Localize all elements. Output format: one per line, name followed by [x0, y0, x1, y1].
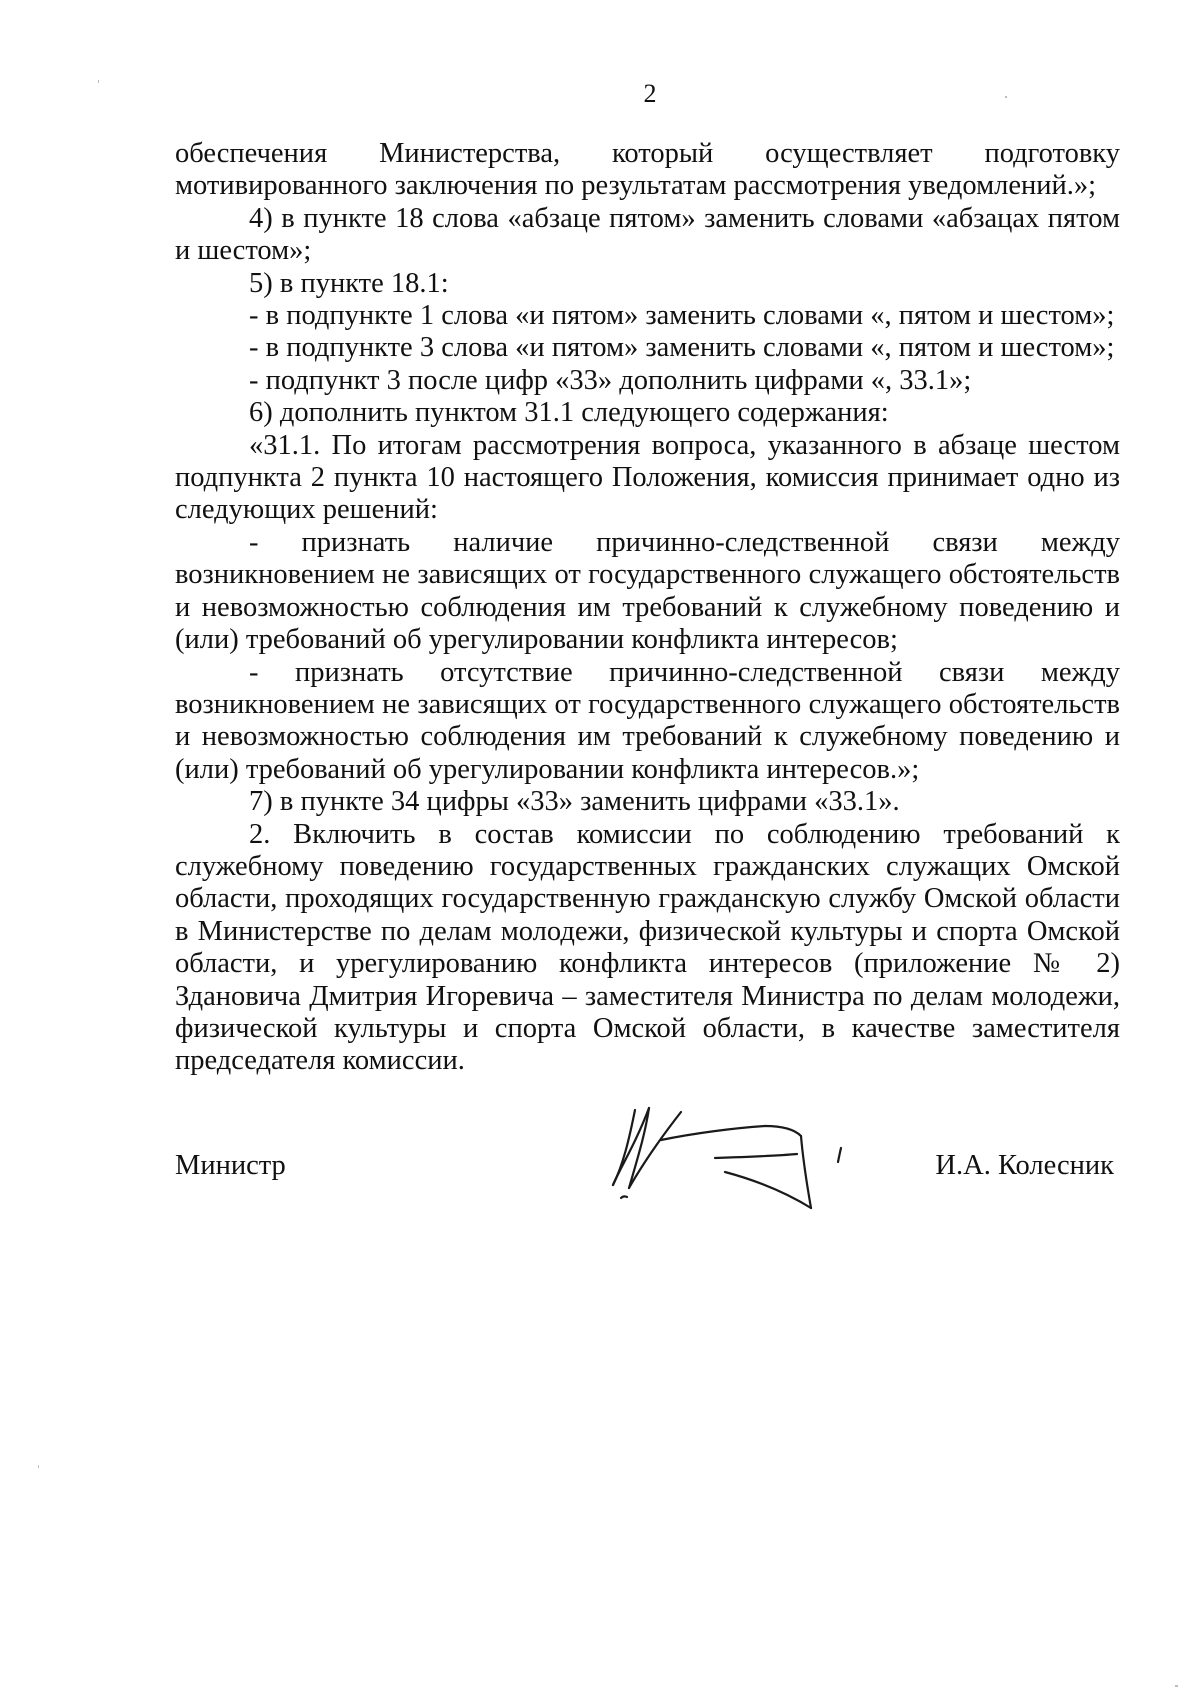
paragraph-clause-31-1: «31.1. По итогам рассмотрения вопроса, указанного в абзаце шестом подпункта 2 пункта 10 настоящего Положения, комиссия принимает одно из следующих решений: — [175, 429, 1120, 526]
paragraph-decision-absence: - признать отсутствие причинно-следственной связи между возникновением не зависящих от государственного служащего обстоятельств и невозможностью соблюдения им требований к служебному поведению и (или) требований об урегулировании конфликта интересов.»; — [175, 656, 1120, 785]
paragraph-subitem-3: - в подпункте 3 слова «и пятом» заменить словами «, пятом и шестом»; — [249, 332, 1115, 364]
scan-speck — [98, 80, 99, 83]
paragraph-item-5: 5) в пункте 18.1: — [249, 267, 449, 299]
paragraph-item-4: 4) в пункте 18 слова «абзаце пятом» заменить словами «абзацах пятом и шестом»; — [175, 202, 1120, 267]
page-number: 2 — [643, 79, 657, 108]
handwritten-signature — [605, 1100, 865, 1210]
paragraph-item-6: 6) дополнить пунктом 31.1 следующего содержания: — [249, 397, 889, 429]
paragraph-continuation: обеспечения Министерства, который осуществляет подготовку мотивированного заключения по результатам рассмотрения уведомлений.»; — [175, 138, 1120, 202]
scan-speck — [38, 1465, 39, 1468]
paragraph-section-2: 2. Включить в состав комиссии по соблюдению требований к служебному поведению государственных гражданских служащих Омской области, проходящих государственную гражданскую службу Омской области в Министерстве по делам молодежи, физической культуры и спорта Омской области, и урегулированию конфликта интересов (приложение № 2) Здановича Дмитрия Игоревича – заместителя Министра по делам молодежи, физической культуры и спорта Омской области, в качестве заместителя председателя комиссии. — [175, 818, 1120, 1077]
paragraph-subitem-3-digits: - подпункт 3 после цифр «33» дополнить цифрами «, 33.1»; — [249, 364, 972, 396]
signatory-name: И.А. Колесник — [935, 1150, 1114, 1181]
scan-speck — [1005, 96, 1007, 98]
signatory-title: Министр — [175, 1150, 286, 1181]
scan-speck — [1175, 1685, 1178, 1687]
paragraph-item-7: 7) в пункте 34 цифры «33» заменить цифрами «33.1». — [249, 786, 900, 818]
signature-block — [175, 1100, 1120, 1220]
document-body — [175, 138, 1120, 1078]
paragraph-subitem-1: - в подпункте 1 слова «и пятом» заменить словами «, пятом и шестом»; — [249, 300, 1115, 332]
paragraph-decision-presence: - признать наличие причинно-следственной связи между возникновением не зависящих от государственного служащего обстоятельств и невозможностью соблюдения им требований к служебному поведению и (или) требований об урегулировании конфликта интересов; — [175, 526, 1120, 656]
